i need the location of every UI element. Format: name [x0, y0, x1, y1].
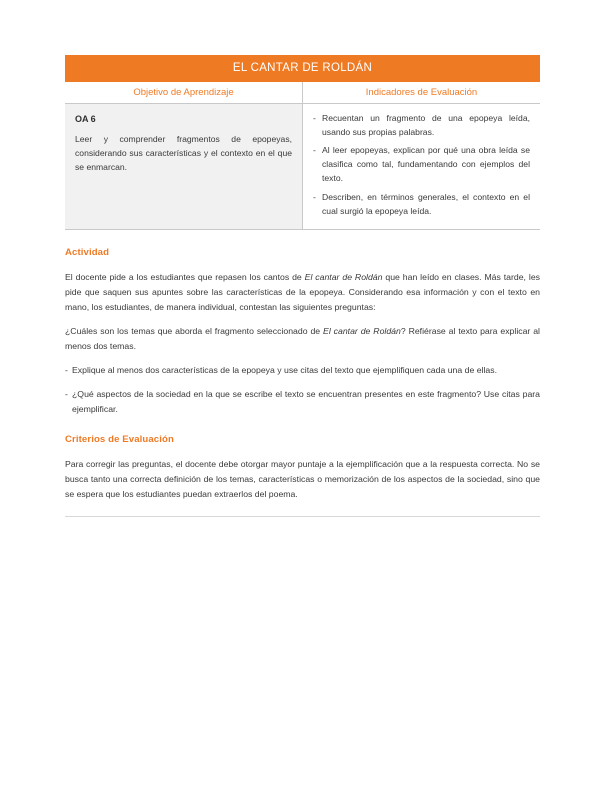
column-header-objetivo: Objetivo de Aprendizaje: [65, 82, 303, 104]
question-text: ¿Qué aspectos de la sociedad en la que se escribe el texto se encuentran presentes en este fragmento? Use citas para ejemplificar.: [72, 388, 540, 414]
indicadores-cell: [303, 103, 541, 229]
table-row: [65, 103, 540, 229]
actividad-paragraph-part-2: que han leído en clases. Más tarde, les pide que saquen sus apuntes sobre las características de la epopeya. Considerando esa información y con el texto en mano, los estudiantes, de manera individual, contestan las siguientes preguntas:: [65, 272, 540, 313]
list-item: [65, 387, 540, 417]
objetivo-description: Leer y comprender fragmentos de epopeyas, considerando sus características y el contexto en el que se enmarcan.: [75, 134, 292, 173]
indicador-text: Recuentan un fragmento de una epopeya leída, usando sus propias palabras.: [322, 112, 530, 137]
indicadores-list: [313, 112, 530, 219]
question-part-2: ? Refiérase al texto para explicar al menos dos temas.: [65, 326, 540, 351]
question-part-1: ¿Cuáles son los temas que aborda el fragmento seleccionado de: [65, 326, 324, 336]
objetivo-code: OA 6: [75, 113, 96, 124]
table-body: [65, 103, 540, 229]
document-header-title: EL CANTAR DE ROLDÁN: [65, 55, 540, 82]
list-item: [65, 363, 540, 378]
actividad-paragraph: [65, 270, 540, 315]
bullet-dash: -: [313, 192, 316, 203]
actividad-question-main: [65, 324, 540, 354]
objetivo-indicadores-table: [65, 82, 540, 230]
bullet-dash: -: [313, 112, 316, 123]
list-item: [313, 191, 530, 219]
indicador-text: Describen, en términos generales, el contexto en el cual surgió la epopeya leída.: [322, 192, 530, 217]
criterios-paragraph: Para corregir las preguntas, el docente debe otorgar mayor puntaje a la ejemplificación que a la respuesta correcta. No se busca tanto una correcta definición de los temas, características o memorización de los aspectos de la sociedad, sino que se espera que los estudiantes puedan extraerlos del poema.: [65, 458, 540, 499]
list-item: [313, 144, 530, 186]
objetivo-cell: [65, 103, 303, 229]
bullet-dash: -: [65, 388, 68, 399]
column-header-indicadores: Indicadores de Evaluación: [303, 82, 541, 104]
list-item: [313, 112, 530, 140]
actividad-paragraph-part-1: El docente pide a los estudiantes que repasen los cantos de: [65, 272, 305, 283]
actividad-section: [65, 247, 540, 417]
document-content: [65, 55, 540, 517]
actividad-questions-list: [65, 363, 540, 417]
bottom-divider: [65, 516, 540, 517]
indicador-text: Al leer epopeyas, explican por qué una obra leída se clasifica como tal, fundamentando con ejemplos del texto.: [322, 145, 530, 184]
criterios-section: [65, 434, 540, 502]
actividad-title: Actividad: [65, 247, 110, 259]
book-title-italic: El cantar de Roldán: [323, 326, 401, 336]
criterios-title: Criterios de Evaluación: [65, 433, 174, 445]
bullet-dash: -: [313, 145, 316, 156]
book-title-italic: El cantar de Roldán: [304, 272, 383, 283]
table-header-row: [65, 82, 540, 104]
table-head: [65, 82, 540, 104]
question-text: Explique al menos dos características de la epopeya y use citas del texto que ejemplifiquen cada una de ellas.: [72, 364, 497, 375]
bullet-dash: -: [65, 364, 68, 375]
